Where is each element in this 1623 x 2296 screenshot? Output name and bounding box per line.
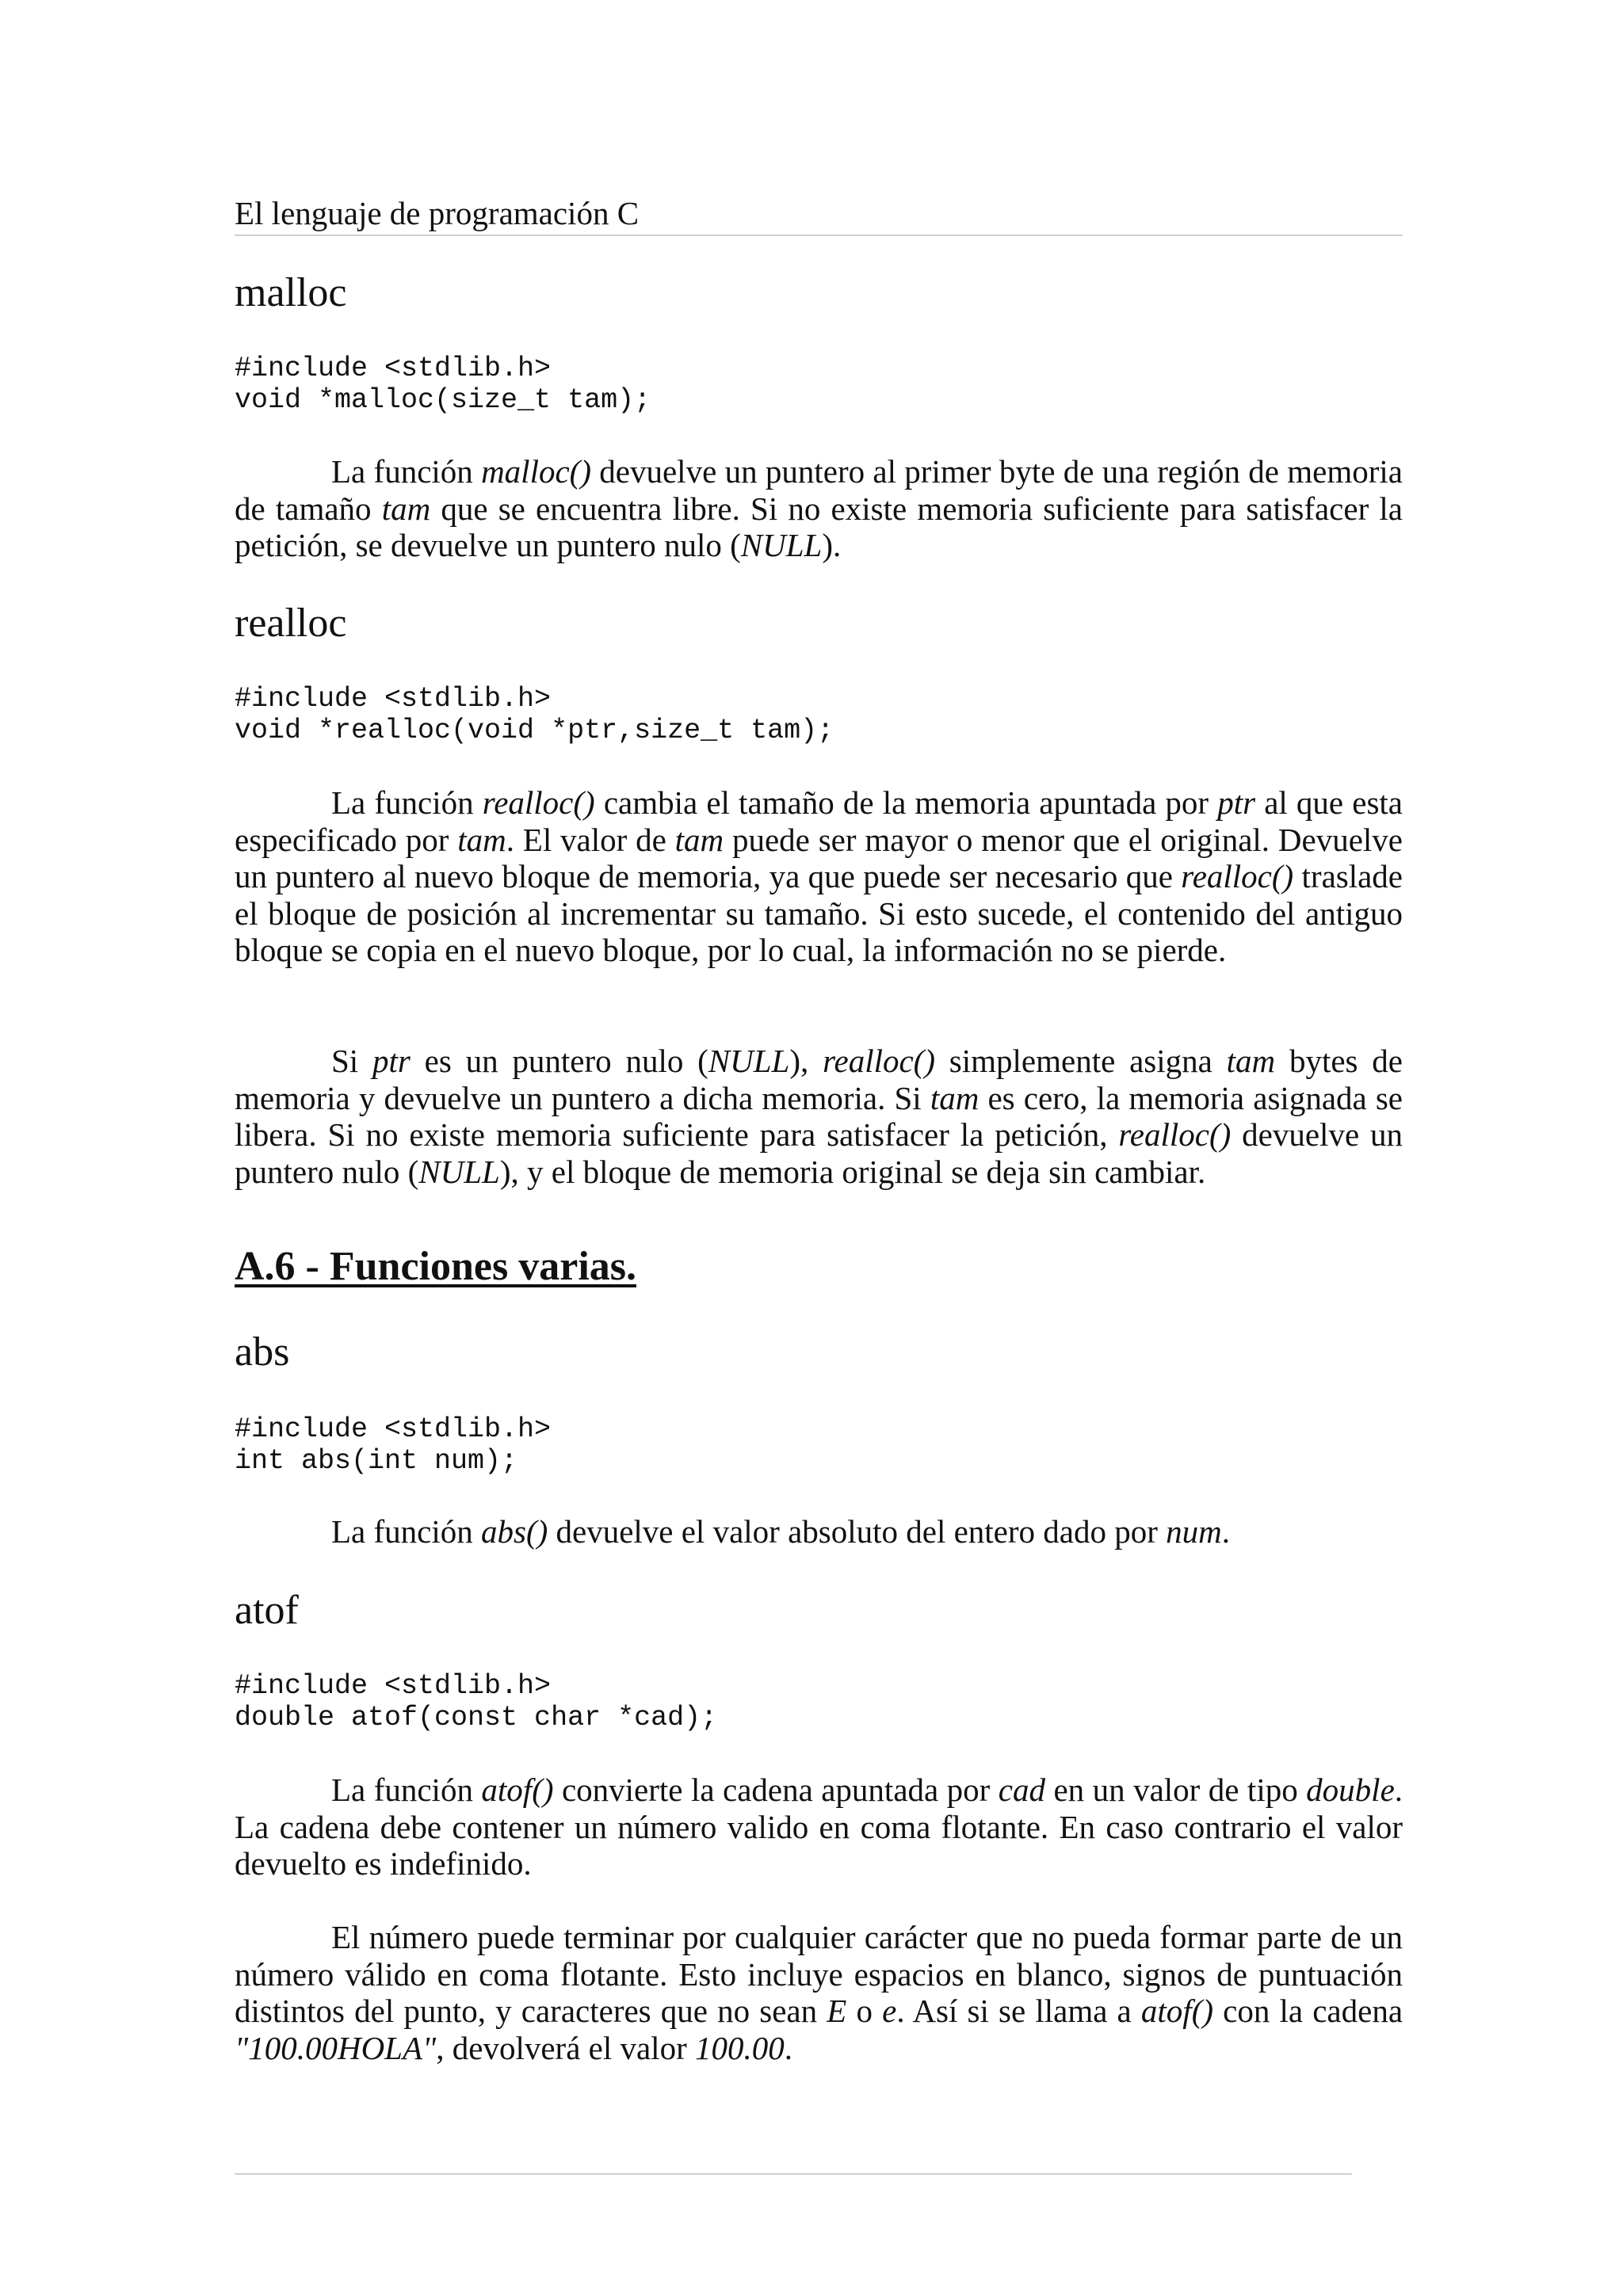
atof-include-line: #include <stdlib.h> [235, 1670, 552, 1702]
realloc-null-description: Si ptr es un puntero nulo (NULL), realloc() simplemente asigna tam bytes de memoria y devuelve un puntero a dicha memoria. Si tam es cero, la memoria asignada se libera. Si no existe memoria suficiente para satisfacer la petición, realloc() devuelve un puntero nulo (NULL), y el bloque de memoria original se deja sin cambiar. [235, 1043, 1403, 1190]
abs-prototype-line: int abs(int num); [235, 1445, 518, 1477]
malloc-prototype-line: void *malloc(size_t tam); [235, 384, 651, 416]
section-heading: A.6 - Funciones varias. [235, 1244, 636, 1289]
realloc-include-line: #include <stdlib.h> [235, 683, 552, 715]
abs-heading: abs [235, 1329, 290, 1375]
atof-description: La función atof() convierte la cadena apuntada por cad en un valor de tipo double. La cadena debe contener un número valido en coma flotante. En caso contrario el valor devuelto es indefinido. [235, 1772, 1403, 1882]
malloc-heading: malloc [235, 270, 347, 315]
abs-include-line: #include <stdlib.h> [235, 1413, 552, 1445]
atof-termination-description: El número puede terminar por cualquier carácter que no pueda formar parte de un número válido en coma flotante. Esto incluye espacios en blanco, signos de puntuación distintos del punto, y caracteres que no sean E o e. Así si se llama a atof() con la cadena "100.00HOLA", devolverá el valor 100.00. [235, 1919, 1403, 2066]
realloc-heading: realloc [235, 601, 347, 646]
malloc-include-line: #include <stdlib.h> [235, 353, 552, 384]
realloc-description: La función realloc() cambia el tamaño de la memoria apuntada por ptr al que esta especificado por tam. El valor de tam puede ser mayor o menor que el original. Devuelve un puntero al nuevo bloque de memoria, ya que puede ser necesario que realloc() traslade el bloque de posición al incrementar su tamaño. Si esto sucede, el contenido del antiguo bloque se copia en el nuevo bloque, por lo cual, la información no se pierde. [235, 784, 1403, 968]
atof-prototype-line: double atof(const char *cad); [235, 1702, 718, 1733]
abs-description: La función abs() devuelve el valor absoluto del entero dado por num. [331, 1513, 1230, 1550]
running-header: El lenguaje de programación C [235, 193, 1403, 236]
footer-rule [235, 2173, 1352, 2175]
atof-heading: atof [235, 1588, 299, 1633]
realloc-prototype-line: void *realloc(void *ptr,size_t tam); [235, 715, 834, 746]
malloc-description: La función malloc() devuelve un puntero al primer byte de una región de memoria de tamaño tam que se encuentra libre. Si no existe memoria suficiente para satisfacer la petición, se devuelve un puntero nulo (NULL). [235, 453, 1403, 563]
